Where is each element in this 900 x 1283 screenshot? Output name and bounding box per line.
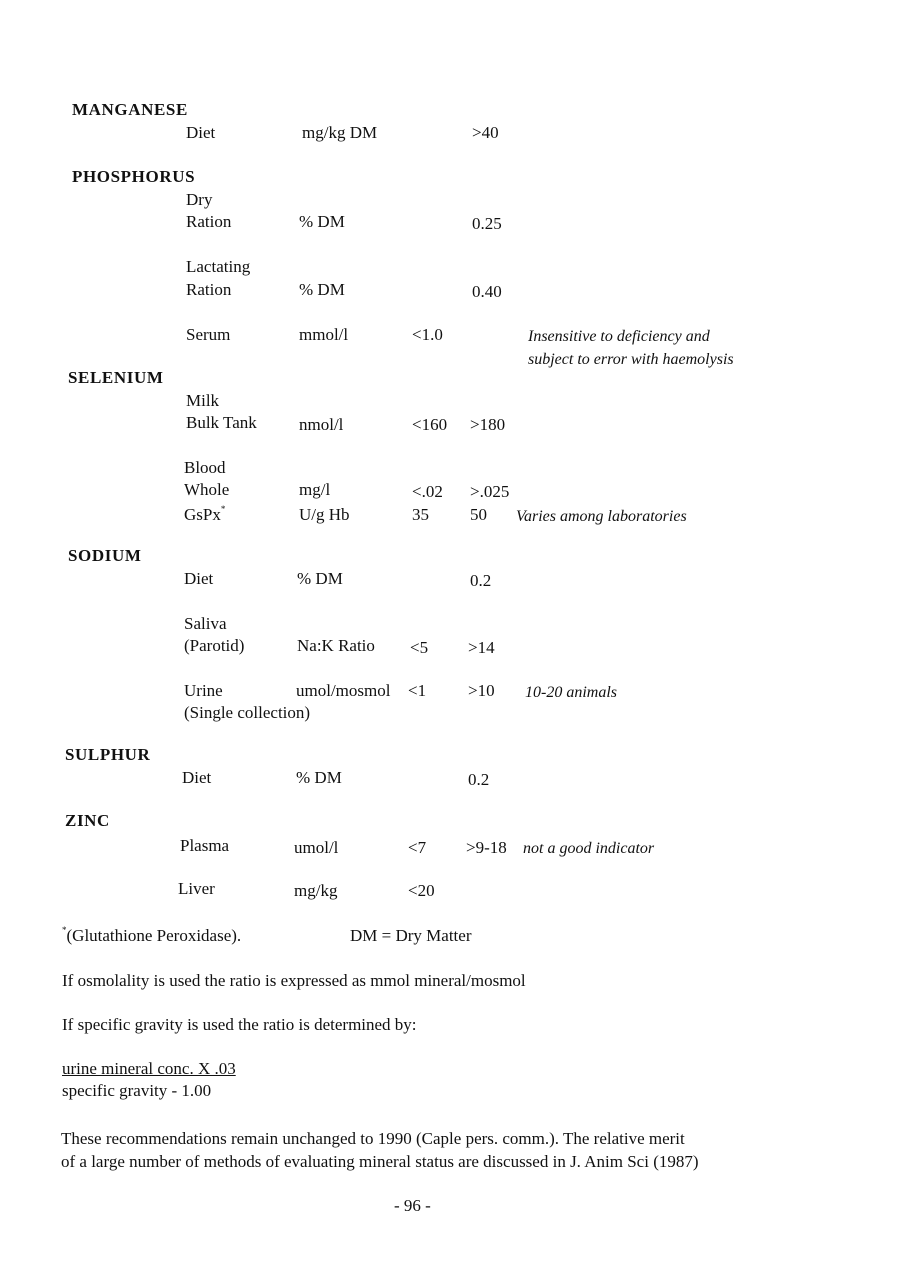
sodium-saliva-deficient: <5	[410, 638, 429, 657]
phosphorus-dry-sample-line2: Ration	[186, 212, 232, 231]
sodium-saliva-sample-line2: (Parotid)	[184, 636, 245, 655]
sodium-diet-sample: Diet	[184, 569, 214, 588]
formula-numerator: urine mineral conc. X .03	[62, 1059, 236, 1078]
selenium-blood-sample-line2: Whole	[184, 480, 230, 499]
sodium-saliva-adequate: >14	[468, 638, 495, 657]
phosphorus-lactating-unit: % DM	[299, 280, 345, 299]
sulphur-heading: SULPHUR	[65, 745, 151, 764]
selenium-milk-sample-line2: Bulk Tank	[186, 413, 257, 432]
footnote-dm: DM = Dry Matter	[350, 926, 472, 945]
selenium-milk-deficient: <160	[412, 415, 448, 434]
sodium-saliva-sample-line1: Saliva	[184, 614, 227, 633]
phosphorus-lactating-sample-line2: Ration	[186, 280, 232, 299]
paragraph-line2: of a large number of methods of evaluating mineral status are discussed in J. Anim Sci (1987)	[61, 1152, 699, 1171]
selenium-milk-adequate: >180	[470, 415, 506, 434]
sodium-saliva-unit: Na:K Ratio	[297, 636, 375, 655]
selenium-blood-sample-line1: Blood	[184, 458, 226, 477]
manganese-diet-unit: mg/kg DM	[302, 123, 378, 142]
footnote-marker: *	[62, 925, 67, 935]
selenium-gspx-sample	[184, 506, 225, 523]
sodium-diet-unit: % DM	[297, 569, 343, 588]
phosphorus-serum-sample: Serum	[186, 325, 231, 344]
phosphorus-dry-adequate: 0.25	[472, 214, 502, 233]
zinc-plasma-sample: Plasma	[180, 836, 230, 855]
selenium-blood-unit: mg/l	[299, 480, 331, 499]
selenium-heading: SELENIUM	[68, 368, 164, 387]
phosphorus-dry-sample-line1: Dry	[186, 190, 213, 209]
selenium-milk-sample-line1: Milk	[186, 391, 220, 410]
zinc-plasma-unit: umol/l	[294, 838, 339, 857]
phosphorus-lactating-sample-line1: Lactating	[186, 257, 251, 276]
phosphorus-serum-deficient: <1.0	[412, 325, 443, 344]
selenium-gspx-adequate: 50	[470, 505, 487, 524]
selenium-gspx-unit: U/g Hb	[299, 505, 350, 524]
selenium-gspx-note: Varies among laboratories	[516, 508, 687, 525]
zinc-heading: ZINC	[65, 811, 110, 830]
zinc-liver-deficient: <20	[408, 881, 435, 900]
sulphur-diet-sample: Diet	[182, 768, 212, 787]
sodium-urine-sample: Urine	[184, 681, 223, 700]
phosphorus-heading: PHOSPHORUS	[72, 167, 196, 186]
selenium-blood-deficient: <.02	[412, 482, 443, 501]
sulphur-diet-adequate: 0.2	[468, 770, 490, 789]
phosphorus-serum-note-line2: subject to error with haemolysis	[528, 351, 734, 368]
page-number: - 96 -	[394, 1196, 431, 1215]
zinc-plasma-adequate: >9-18	[466, 838, 507, 857]
zinc-liver-unit: mg/kg	[294, 881, 338, 900]
phosphorus-dry-unit: % DM	[299, 212, 345, 231]
footnote-glutathione	[62, 927, 241, 944]
note-osmolality: If osmolality is used the ratio is expressed as mmol mineral/mosmol	[62, 971, 526, 990]
phosphorus-serum-unit: mmol/l	[299, 325, 349, 344]
selenium-gspx-deficient: 35	[412, 505, 429, 524]
manganese-heading: MANGANESE	[72, 100, 188, 119]
manganese-diet-adequate: >40	[472, 123, 499, 142]
phosphorus-serum-note-line1: Insensitive to deficiency and	[528, 328, 710, 345]
selenium-milk-unit: nmol/l	[299, 415, 344, 434]
zinc-plasma-deficient: <7	[408, 838, 427, 857]
sodium-urine-note: 10-20 animals	[525, 684, 617, 701]
formula-denominator: specific gravity - 1.00	[62, 1081, 212, 1100]
sodium-diet-adequate: 0.2	[470, 571, 492, 590]
paragraph-line1: These recommendations remain unchanged to 1990 (Caple pers. comm.). The relative merit	[61, 1129, 685, 1148]
sodium-urine-sample-line2: (Single collection)	[184, 703, 311, 722]
sodium-urine-adequate: >10	[468, 681, 495, 700]
phosphorus-lactating-adequate: 0.40	[472, 282, 502, 301]
selenium-blood-adequate: >.025	[470, 482, 510, 501]
sodium-urine-unit: umol/mosmol	[296, 681, 391, 700]
sulphur-diet-unit: % DM	[296, 768, 342, 787]
selenium-gspx-marker: *	[220, 504, 226, 514]
zinc-liver-sample: Liver	[178, 879, 215, 898]
sodium-heading: SODIUM	[68, 546, 142, 565]
sodium-urine-deficient: <1	[408, 681, 427, 700]
manganese-diet-sample: Diet	[186, 123, 216, 142]
selenium-gspx-sample-text: GsPx	[184, 505, 221, 524]
note-specific-gravity: If specific gravity is used the ratio is determined by:	[62, 1015, 417, 1034]
zinc-plasma-note: not a good indicator	[523, 840, 655, 857]
footnote-glutathione-text: (Glutathione Peroxidase).	[66, 926, 242, 945]
